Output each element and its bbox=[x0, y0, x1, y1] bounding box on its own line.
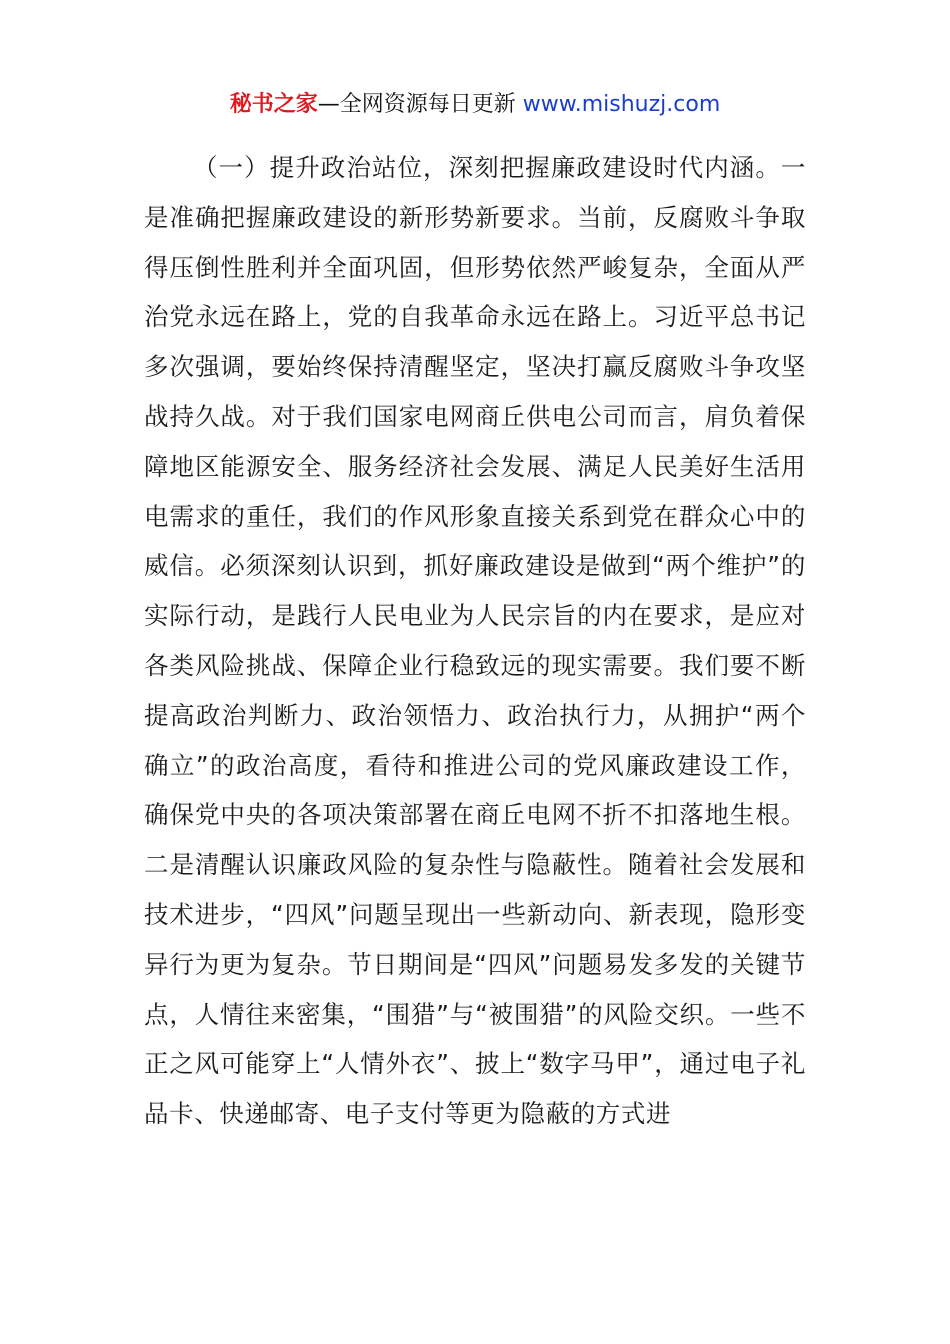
page-header bbox=[0, 89, 950, 121]
website-url: www.mishuzj.com bbox=[522, 92, 721, 117]
header-tagline: —全网资源每日更新 bbox=[317, 92, 523, 117]
brand-name: 秘书之家 bbox=[229, 92, 318, 117]
body-paragraph: （一）提升政治站位，深刻把握廉政建设时代内涵。一是准确把握廉政建设的新形势新要求。当前，反腐败斗争取得压倒性胜利并全面巩固，但形势依然严峻复杂，全面从严治党永远在路上，党的自我革命永远在路上。习近平总书记多次强调，要始终保持清醒坚定，坚决打赢反腐败斗争攻坚战持久战。对于我们国家电网商丘供电公司而言，肩负着保障地区能源安全、服务经济社会发展、满足人民美好生活用电需求的重任，我们的作风形象直接关系到党在群众心中的威信。必须深刻认识到，抓好廉政建设是做到“两个维护”的实际行动，是践行人民电业为人民宗旨的内在要求，是应对各类风险挑战、保障企业行稳致远的现实需要。我们要不断提高政治判断力、政治领悟力、政治执行力，从拥护“两个确立”的政治高度，看待和推进公司的党风廉政建设工作，确保党中央的各项决策部署在商丘电网不折不扣落地生根。二是清醒认识廉政风险的复杂性与隐蔽性。随着社会发展和技术进步，“四风”问题呈现出一些新动向、新表现，隐形变异行为更为复杂。节日期间是“四风”问题易发多发的关键节点，人情往来密集，“围猎”与“被围猎”的风险交织。一些不正之风可能穿上“人情外衣”、披上“数字马甲”，通过电子礼品卡、快递邮寄、电子支付等更为隐蔽的方式进 bbox=[144, 153, 806, 1129]
